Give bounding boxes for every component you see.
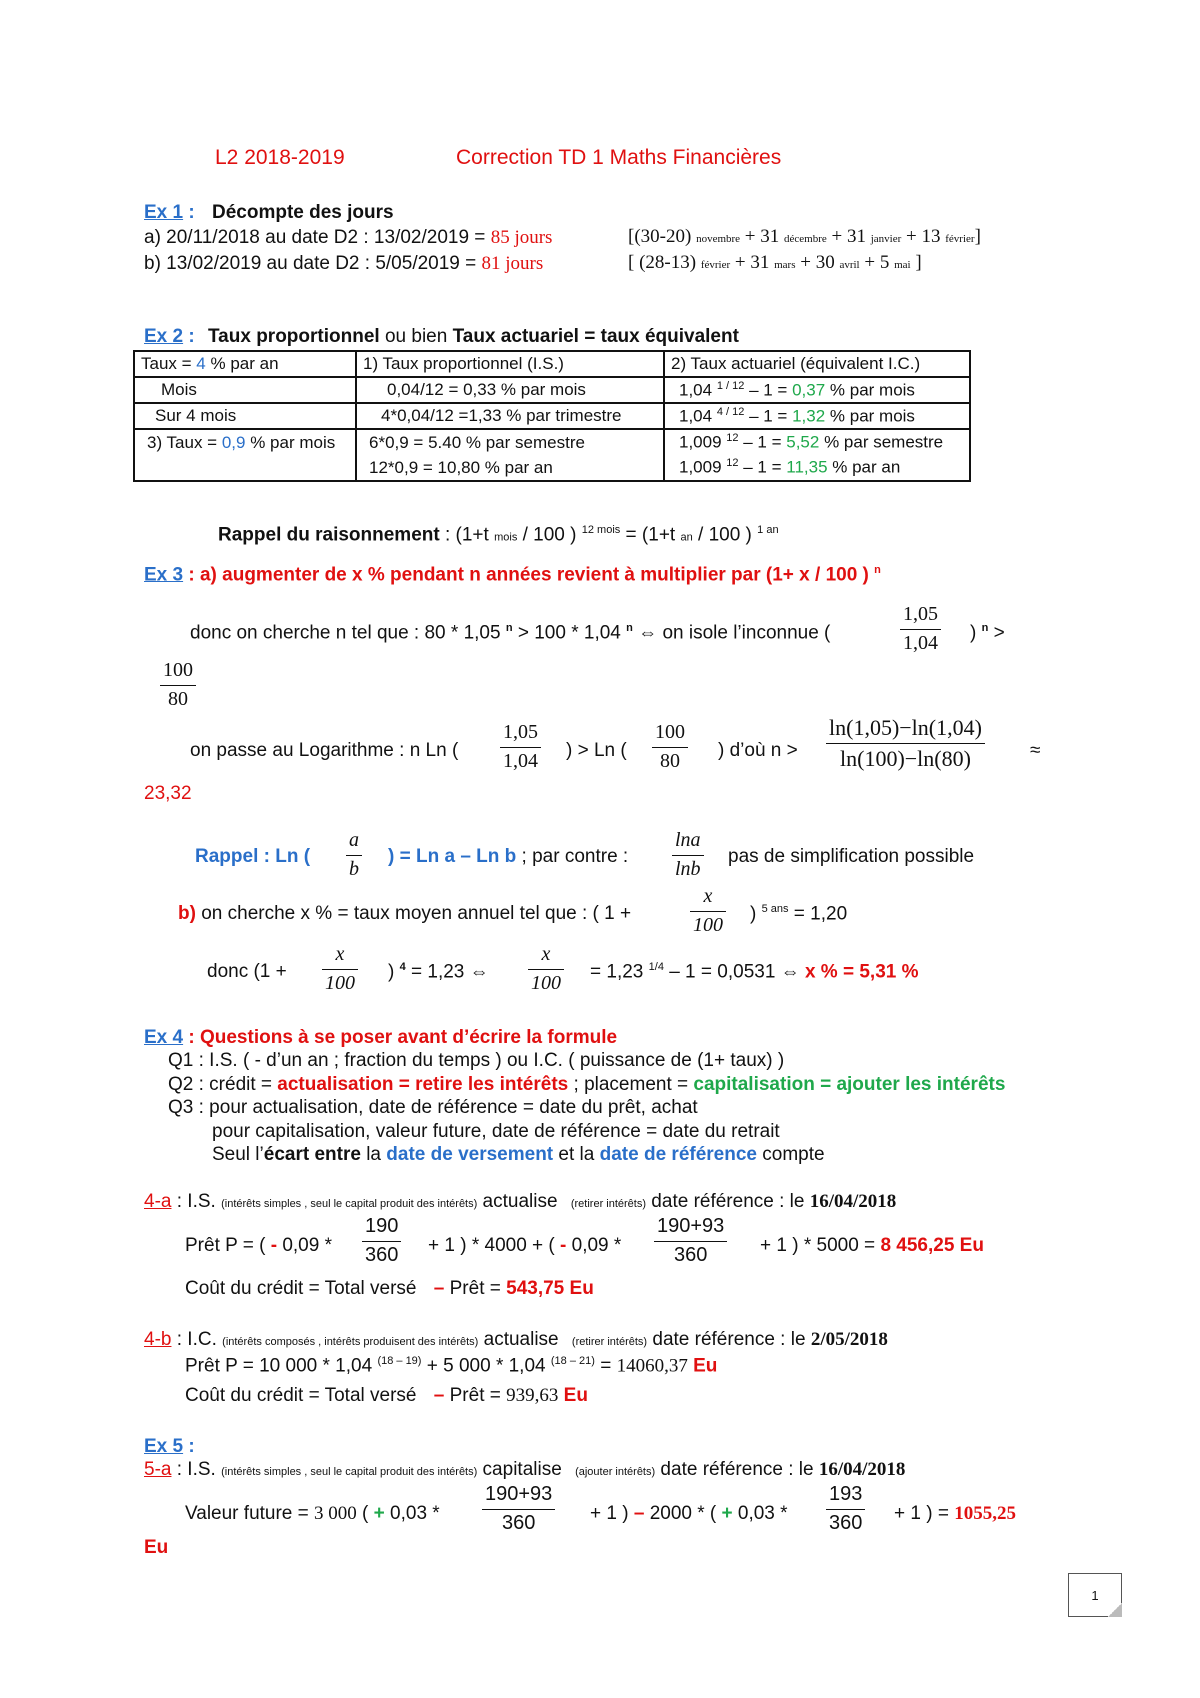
table-cell: 1,009 $^{12}$ – 1 = 5,52 % par semestre — [664, 429, 970, 455]
ex3-b-line: b) on cherche x % = taux moyen annuel tel que : ( 1 + — [178, 903, 632, 924]
table-cell: 12*0,9 = 10,80 % par an — [356, 455, 664, 481]
ex4-heading: Ex 4 : Questions à se poser avant d’écrire la formule — [144, 1027, 618, 1048]
cout-a-line: Coût du crédit = Total versé – Prêt = 543,75 Eu — [185, 1278, 594, 1299]
pret-a-start: Prêt P = ( - 0,09 * — [185, 1235, 332, 1256]
ex5-heading: Ex 5 : — [144, 1436, 195, 1457]
pret-a-mid: + 1 ) * 4000 + ( - 0,09 * — [428, 1235, 622, 1256]
ex3-heading: Ex 3 : a) augmenter de x % pendant n années revient à multiplier par (1+ x / 100 ) $^n$ — [144, 564, 881, 586]
ex3-line2a: on passe au Logarithme : n Ln ( — [190, 740, 459, 761]
rappel-raisonnement: Rappel du raisonnement : (1+t mois / 100 ) $^{12 mois}$ = (1+t an / 100 ) $^{1 an}$ — [218, 524, 779, 546]
ex1-label: Ex 1 — [144, 202, 184, 223]
vf-start: Valeur future = 3 000 ( + 0,03 * — [185, 1503, 440, 1524]
fraction-283-360: 190+93 360 — [654, 1216, 727, 1266]
donc-line-c: = 1,23 $^{1/4}$ – 1 = 0,0531 ⇔ x % = 5,31 % — [590, 961, 919, 983]
cout-b-line: Coût du crédit = Total versé – Prêt = 939,63 Eu — [185, 1385, 588, 1406]
approx-sign: ≈ — [1030, 740, 1041, 761]
course-year: L2 2018-2019 — [215, 146, 345, 169]
ex1-title: Décompte des jours — [211, 202, 394, 223]
table-cell: 4*0,04/12 =1,33 % par trimestre — [356, 403, 664, 429]
rappel-ln-end: pas de simplification possible — [728, 846, 975, 867]
ex3-line1: donc on cherche n tel que : 80 * 1,05 $^n$ > 100 * 1,04 $^n$ ⇔ on isole l’inconnue ( — [190, 622, 831, 644]
fraction-105-104-b: 1,05 1,04 — [500, 722, 541, 772]
fraction-a-b: a b — [346, 830, 362, 880]
fraction-193-360: 193 360 — [826, 1484, 865, 1534]
ex4a-line: 4-a : I.S. (intérêts simples , seul le capital produit des intérêts) actualise (retirer intérêts) date référence : le 16/04/2018 — [144, 1191, 897, 1212]
ex3-b-line-end: ) $^{5 ans}$ = 1,20 — [750, 903, 848, 925]
table-header: Taux = 4 % par an — [134, 351, 356, 377]
rappel-ln-rule: ) = Ln a – Ln b ; par contre : — [388, 846, 629, 867]
table-cell: 1,04 $^{1 / 12}$ – 1 = 0,37 % par mois — [664, 377, 970, 403]
fraction-100-80: 100 80 — [160, 660, 196, 710]
q3-line-b: pour capitalisation, valeur future, date de référence = date du retrait — [212, 1121, 780, 1142]
q3-line: Q3 : pour actualisation, date de référence = date du prêt, achat — [168, 1097, 698, 1118]
fraction-x-100-c: x 100 — [528, 944, 564, 994]
fraction-x-100-b: x 100 — [322, 944, 358, 994]
table-cell: Mois — [134, 377, 356, 403]
ex1-line-a: a) 20/11/2018 au date D2 : 13/02/2019 = 85 jours — [144, 227, 553, 248]
fraction-190-360: 190 360 — [362, 1216, 401, 1266]
ex3-line1-end: ) $^n$ > — [970, 622, 1005, 644]
page-number: 1 — [1068, 1573, 1122, 1617]
ex1-line-b: b) 13/02/2019 au date D2 : 5/05/2019 = 81 jours — [144, 253, 544, 274]
fraction-105-104: 1,05 1,04 — [900, 604, 941, 654]
table-cell: Sur 4 mois — [134, 403, 356, 429]
table-cell: 1,009 $^{12}$ – 1 = 11,35 % par an — [664, 455, 970, 481]
q3-line-c: Seul l’écart entre la date de versement et la date de référence compte — [212, 1144, 825, 1165]
fraction-x-100: x 100 — [690, 886, 726, 936]
rates-table — [133, 350, 971, 482]
ex1-detail-a: [(30-20) novembre + 31 décembre + 31 janvier + 13 février] — [628, 226, 981, 247]
ex1-detail-b: [ (28-13) février + 31 mars + 30 avril + 5 mai ] — [628, 252, 922, 273]
ex3-line2c: ) d’où n > — [718, 740, 798, 761]
pret-b-line: Prêt P = 10 000 * 1,04 $^{(18 - 19)}$ + 5 000 * 1,04 $^{(18 - 21)}$ = 14060,37 Eu — [185, 1355, 718, 1377]
vf-end: + 1 ) = 1055,25 — [894, 1503, 1016, 1524]
vf-unit: Eu — [144, 1537, 169, 1558]
fraction-283-360-b: 190+93 360 — [482, 1484, 555, 1534]
donc-line-b: ) $^4$ = 1,23 ⇔ — [388, 961, 489, 983]
ex3-line2b: ) > Ln ( — [566, 740, 627, 761]
pret-a-end: + 1 ) * 5000 = 8 456,25 Eu — [760, 1235, 984, 1256]
fraction-ln: ln(1,05)−ln(1,04) ln(100)−ln(80) — [826, 716, 985, 770]
rappel-ln-label: Rappel : Ln ( — [195, 846, 311, 867]
table-cell: 6*0,9 = 5.40 % par semestre — [356, 429, 664, 455]
vf-mid: + 1 ) – 2000 * ( + 0,03 * — [590, 1503, 788, 1524]
table-header: 1) Taux proportionnel (I.S.) — [356, 351, 664, 377]
fraction-lna-lnb: lna lnb — [672, 830, 704, 880]
ex2-heading: Ex 2 : Taux proportionnel ou bien Taux actuariel = taux équivalent — [144, 326, 739, 347]
q2-line: Q2 : crédit = actualisation = retire les intérêts ; placement = capitalisation = ajouter les intérêts — [168, 1074, 1006, 1095]
table-cell — [134, 455, 356, 481]
q1-line: Q1 : I.S. ( - d’un an ; fraction du temps ) ou I.C. ( puissance de (1+ taux) ) — [168, 1050, 785, 1071]
ex5a-line: 5-a : I.S. (intérêts simples , seul le capital produit des intérêts) capitalise (ajouter intérêts) date référence : le 16/04/2018 — [144, 1459, 906, 1480]
donc-line-a: donc (1 + — [207, 961, 287, 982]
fraction-100-80-b: 100 80 — [652, 722, 688, 772]
table-cell: 3) Taux = 0,9 % par mois — [134, 429, 356, 455]
page-title: Correction TD 1 Maths Financières — [456, 146, 782, 169]
table-cell: 1,04 $^{4 / 12}$ – 1 = 1,32 % par mois — [664, 403, 970, 429]
table-header: 2) Taux actuariel (équivalent I.C.) — [664, 351, 970, 377]
table-cell: 0,04/12 = 0,33 % par mois — [356, 377, 664, 403]
result-n: 23,32 — [144, 783, 192, 804]
ex4b-line: 4-b : I.C. (intérêts composés , intérêts produisent des intérêts) actualise (retirer intérêts) date référence : le 2/05/2018 — [144, 1329, 888, 1350]
ex1-heading: Ex 1 : Décompte des jours — [144, 202, 394, 223]
